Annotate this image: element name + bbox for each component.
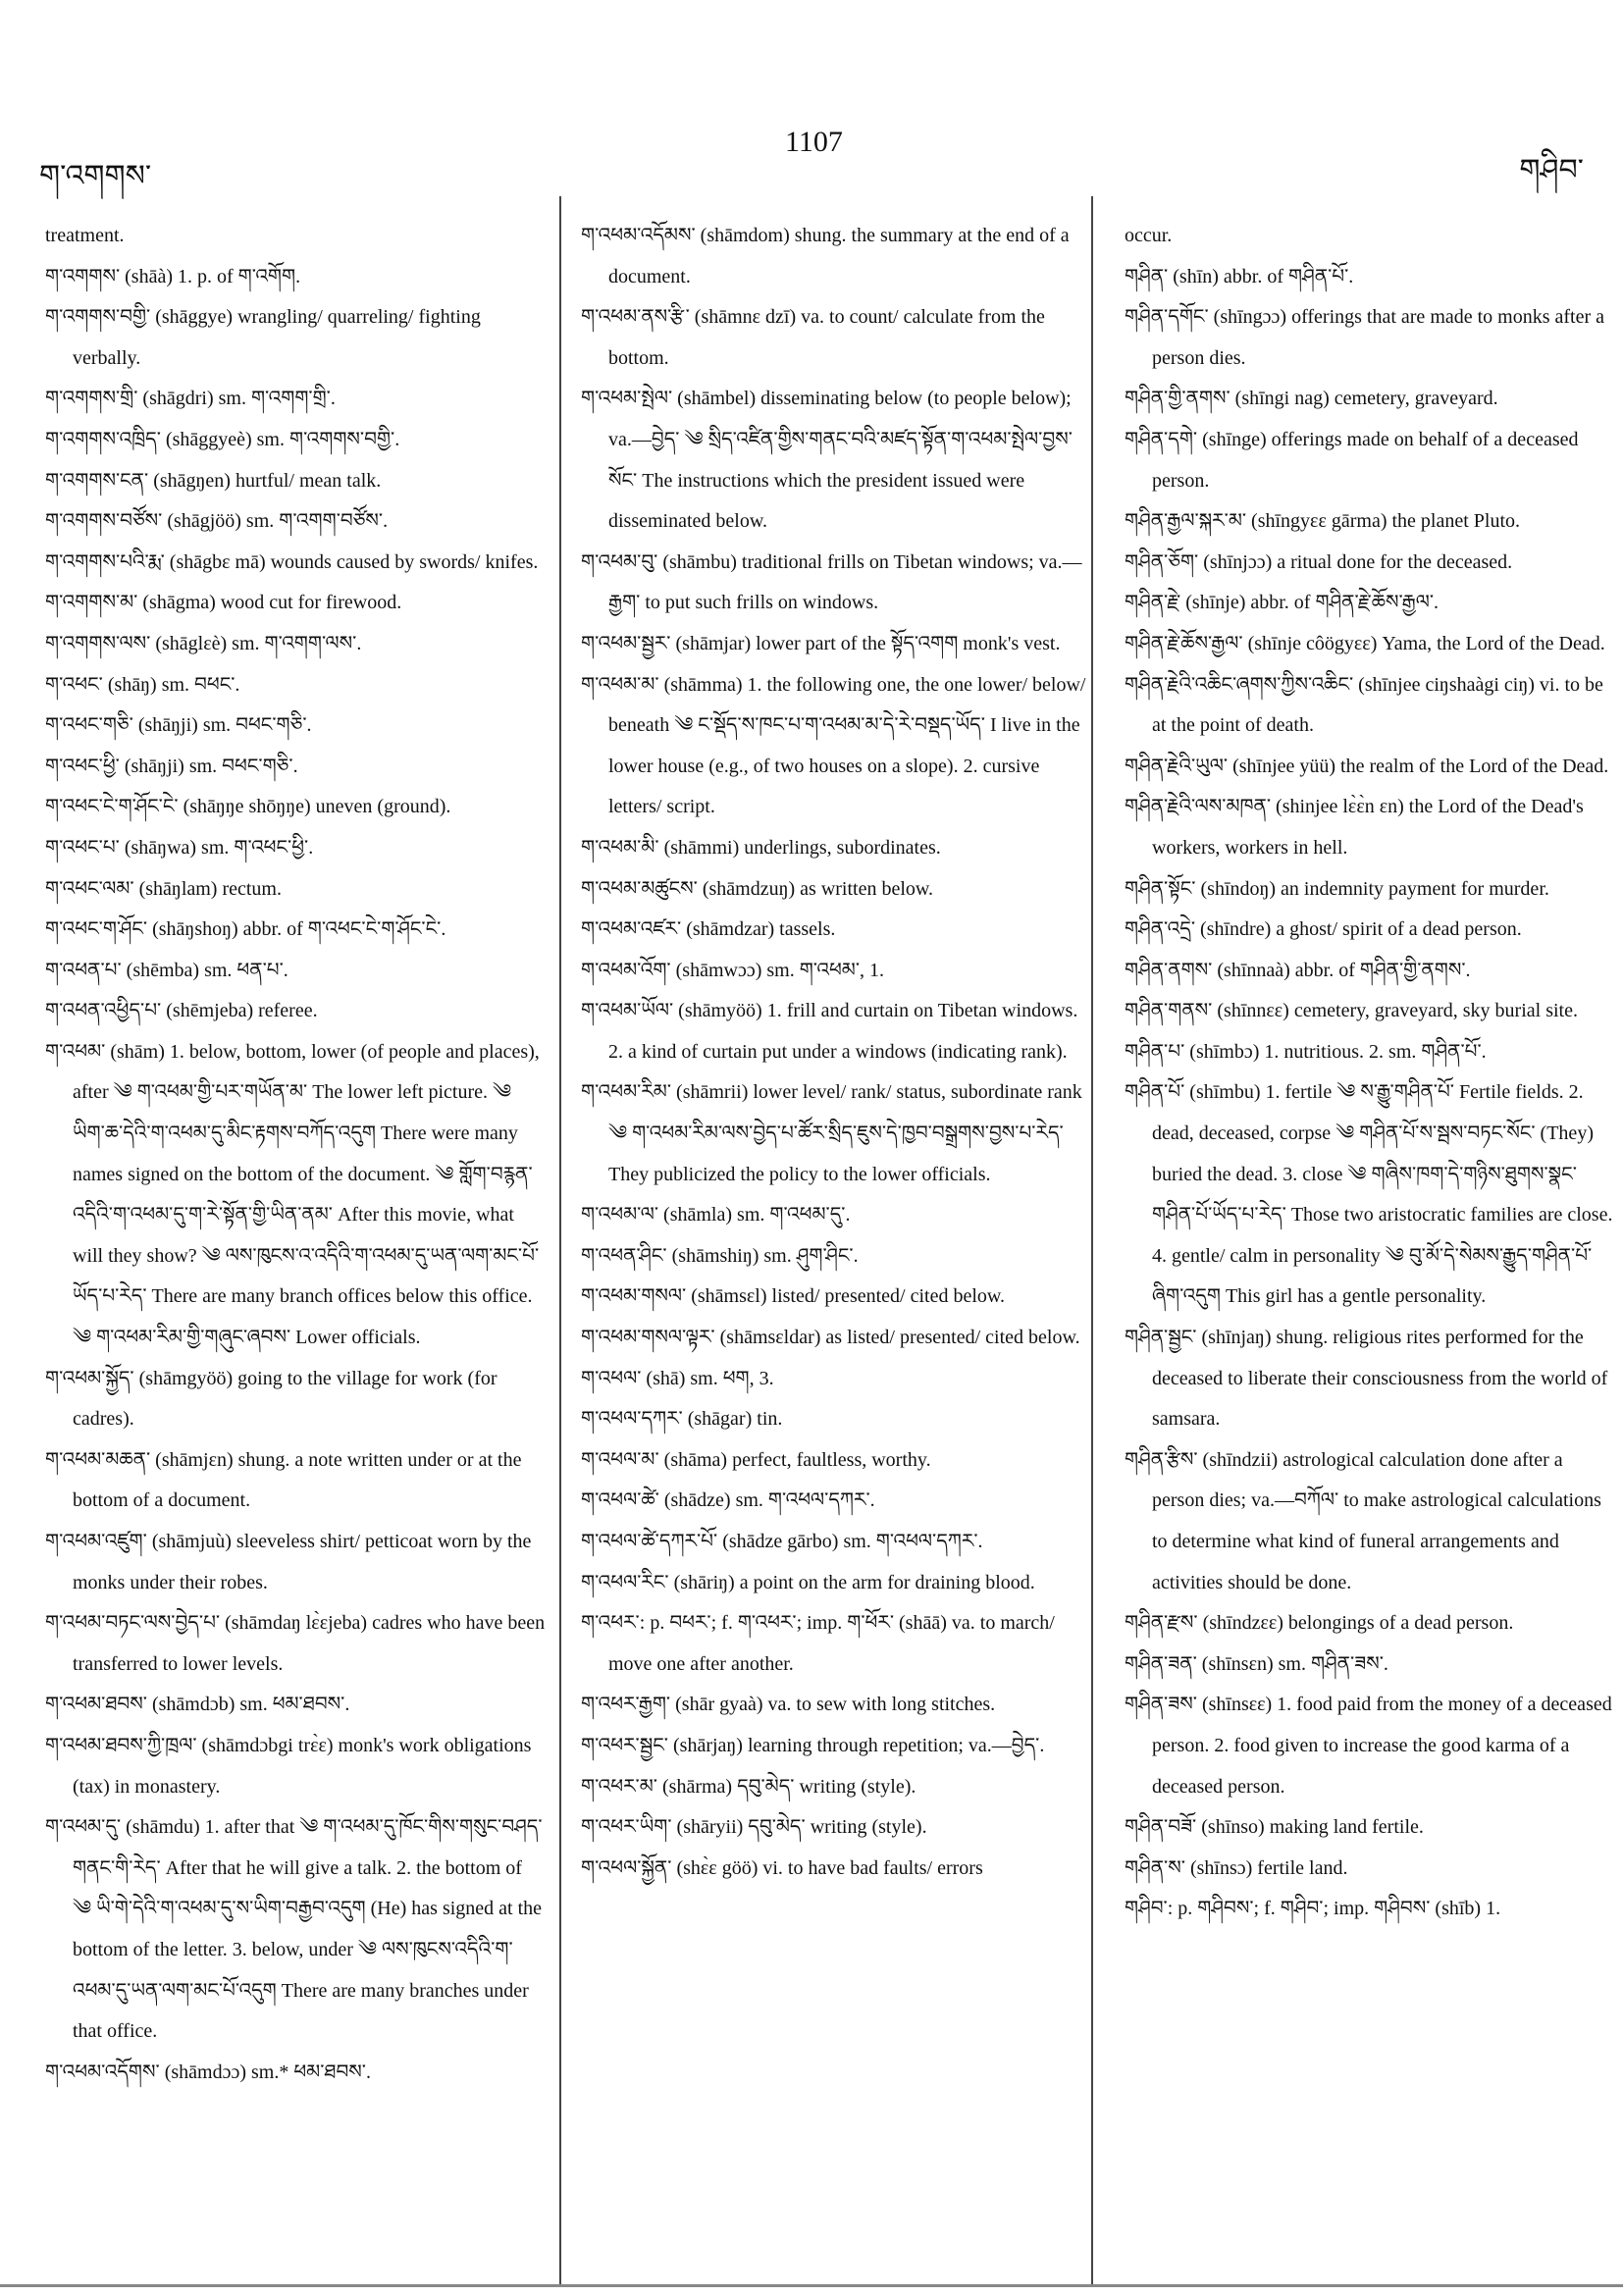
column-left — [45, 216, 546, 2276]
dictionary-entry: ག་འཕམ་མཚུངས་ (shāmdzuŋ) as written below. — [581, 877, 934, 900]
dictionary-entry: གཤིན་སྦྱང་ (shīnjaŋ) shung. religious rites performed for the deceased to liberate their consciousness from the world of samsara. — [1125, 1327, 1608, 1431]
dictionary-entry: ག་འཕར་སྦྱང་ (shārjaŋ) learning through repetition; va.—བྱེད་. — [581, 1734, 1045, 1756]
dictionary-entry: ག་འཕང་ངེ་ག་ཤོང་ངེ་ (shāŋŋe shōŋŋe) uneven (ground). — [45, 796, 451, 818]
dictionary-entry: ག་འཕན་འཕྱིད་པ་ (shēmjeba) referee. — [45, 1000, 318, 1022]
dictionary-entry: གཤིན་རྗེའི་ལས་མཁན་ (shinjee lɛ̀ɛ̀n ɛn) the Lord of the Dead's workers, workers in hell. — [1125, 796, 1584, 859]
dictionary-entry: ག་འཕམ་འདོགས་ (shāmdɔɔ) sm.* ཕམ་ཐབས་. — [45, 2061, 371, 2083]
dictionary-entry: ག་འཕམ་ཐབས་ (shāmdɔb) sm. ཕམ་ཐབས་. — [45, 1694, 350, 1716]
dictionary-entry: ག་འཕང་ཕྱི་ (shāŋji) sm. བཕང་གཅི་. — [45, 755, 298, 777]
dictionary-entry: ག་འཕམ་ལ་ (shāmla) sm. ག་འཕམ་དུ་. — [581, 1204, 851, 1226]
dictionary-entry: ག་འགགས་འཁྲིད་ (shāggyeè) sm. ག་འགགས་བགྱི་. — [45, 428, 400, 450]
running-head-right: གཤིབ་ — [1519, 154, 1584, 186]
dictionary-entry: ག་འཕར་མ་ (shārma) དབུ་མེད་ writing (style). — [581, 1775, 916, 1798]
dictionary-entry: ག་འཕལ་ཚེ་ (shādze) sm. ག་འཕལ་དཀར་. — [581, 1489, 875, 1512]
dictionary-entry: གཤིན་འདྲེ་ (shīndre) a ghost/ spirit of a dead person. — [1125, 918, 1522, 941]
dictionary-entry: ག་འཕམ་མི་ (shāmmi) underlings, subordinates. — [581, 836, 941, 859]
dictionary-entry: ག་འགགས་བཙོས་ (shāgjöö) sm. ག་འགག་བཙོས་. — [45, 510, 389, 533]
dictionary-entry: ག་འགགས་བགྱི་ (shāggye) wrangling/ quarreling/ fighting verbally. — [45, 306, 481, 369]
dictionary-entry: ག་འཕམ་བུ་ (shāmbu) traditional frills on Tibetan windows; va.—རྒྱག་ to put such frills on windows. — [581, 550, 1082, 614]
dictionary-entry: ག་འཕན་པ་ (shēmba) sm. ཕན་པ་. — [45, 959, 288, 981]
dictionary-entry: ག་འགགས་ལས་ (shāglɛè) sm. ག་འགག་ལས་. — [45, 632, 362, 654]
dictionary-entry: ག་འཕལ་སྐྱོན་ (shɛ̀ɛ göö) vi. to have bad faults/ errors — [581, 1856, 983, 1879]
running-head-left: ག་འགགས་ — [39, 160, 152, 192]
dictionary-entry: ག་འགགས་གྲི་ (shāgdri) sm. ག་འགག་གྲི་. — [45, 388, 336, 410]
dictionary-entry: ག་འཕལ་རིང་ (shāriŋ) a point on the arm for draining blood. — [581, 1571, 1035, 1593]
dictionary-entry: ག་འཕང་ག་ཤོང་ (shāŋshoŋ) abbr. of ག་འཕང་ངེ་ག་ཤོང་ངེ་. — [45, 918, 446, 941]
dictionary-entry: གཤིན་དགེ་ (shīnge) offerings made on behalf of a deceased person. — [1125, 428, 1579, 492]
dictionary-entry: ག་འཕལ་མ་ (shāma) perfect, faultless, worthy. — [581, 1448, 931, 1471]
column-right — [1125, 216, 1615, 2276]
dictionary-entry: ག་འཕམ་ཐབས་ཀྱི་ཁྲལ་ (shāmdɔbgi trɛ̀ɛ) monk's work obligations (tax) in monastery. — [45, 1734, 532, 1798]
dictionary-entry: ག་འཕལ་ཚེ་དཀར་པོ་ (shādze gārbo) sm. ག་འཕལ་དཀར་. — [581, 1531, 983, 1552]
dictionary-entry: ག་འཕར་ཡིག་ (shāryii) དབུ་མེད་ writing (style). — [581, 1816, 927, 1839]
dictionary-entry: གཤིན་པ་ (shīmbɔ) 1. nutritious. 2. sm. གཤིན་པོ་. — [1125, 1040, 1487, 1063]
top-edge — [0, 0, 1623, 10]
dictionary-entry: གཤིན་རྫས་ (shīndzɛɛ) belongings of a dead person. — [1125, 1612, 1514, 1635]
dictionary-entry: གཤིན་སྟོང་ (shīndoŋ) an indemnity payment for murder. — [1125, 877, 1549, 900]
dictionary-entry: གཤིན་ས་ (shīnsɔ) fertile land. — [1125, 1856, 1348, 1879]
dictionary-entry: གཤིན་དགོང་ (shīngɔɔ) offerings that are made to monks after a person dies. — [1125, 306, 1605, 369]
dictionary-entry: གཤིན་ཅོག་ (shīnjɔɔ) a ritual done for the deceased. — [1125, 550, 1513, 573]
dictionary-entry: གཤིན་ནགས་ (shīnnaà) abbr. of གཤིན་གྱི་ནགས་. — [1125, 959, 1471, 981]
dictionary-entry: ག་འཕང་ལམ་ (shāŋlam) rectum. — [45, 877, 282, 900]
dictionary-entry: ག་འགགས་པའི་རྨ་ (shāgbɛ mā) wounds caused by swords/ knifes. — [45, 550, 539, 573]
dictionary-entry: ག་འཕམ་མཆན་ (shāmjɛn) shung. a note written under or at the bottom of a document. — [45, 1448, 522, 1512]
dictionary-entry: གཤིན་རྗེ་ (shīnje) abbr. of གཤིན་རྗེ་ཆོས་རྒྱལ་. — [1125, 592, 1440, 614]
dictionary-entry: གཤིན་ཟན་ (shīnsɛn) sm. གཤིན་ཟས་. — [1125, 1652, 1388, 1675]
dictionary-entry: ག་འཕམ་འཛུག་ (shāmjuù) sleeveless shirt/ petticoat worn by the monks under their robes. — [45, 1531, 532, 1593]
dictionary-entry: ག་འཕལ་དཀར་ (shāgar) tin. — [581, 1408, 783, 1431]
dictionary-entry: ག་འཕམ་སྦྱར་ (shāmjar) lower part of the སྟོད་འགག monk's vest. — [581, 632, 1061, 654]
dictionary-entry: ག་འཕར་: p. བཕར་; f. ག་འཕར་; imp. ག་ཕོར་ (shāā) va. to march/ move one after another. — [581, 1612, 1055, 1675]
dictionary-entry: ག་འཕང་པ་ (shāŋwa) sm. ག་འཕང་ཕྱི་. — [45, 836, 314, 859]
page-number: 1107 — [785, 126, 843, 158]
dictionary-entry: གཤིན་རྗེ་ཆོས་རྒྱལ་ (shīnje côögyɛɛ) Yama, the Lord of the Dead. — [1125, 632, 1605, 654]
dictionary-entry: གཤིན་པོ་ (shīmbu) 1. fertile ༄ ས་རྒྱུ་གཤིན་པོ་ Fertile fields. 2. dead, deceased, corpse ༄ གཤིན་པོ་ས་སྦས་བཏང་སོང་ (They) buried the dead. 3. close ༄ གཞིས་ཁག་དེ་གཉིས་ཐུགས་སྣང་གཤིན་པོ་ཡོད་པ་རེད་ Those two aristocratic families are close. 4. gentle/ calm in personality ༄ བུ་མོ་དེ་སེམས་རྒྱུད་གཤིན་པོ་ཞིག་འདུག This girl has a gentle personality. — [1125, 1081, 1613, 1308]
dictionary-entry: གཤིན་ཟས་ (shīnsɛɛ) 1. food paid from the money of a deceased person. 2. food given to increase the good karma of a deceased person. — [1125, 1694, 1612, 1798]
dictionary-entry: ག་འཕམ་སྐྱོད་ (shāmgyöö) going to the village for work (for cadres). — [45, 1367, 497, 1431]
dictionary-entry: ག་འཕམ་འཛར་ (shāmdzar) tassels. — [581, 918, 836, 941]
bottom-edge — [0, 2284, 1623, 2287]
dictionary-entry: ག་འཕམ་ཡོལ་ (shāmyöö) 1. frill and curtain on Tibetan windows. 2. a kind of curtain put under a windows (indicating rank). — [581, 1000, 1078, 1063]
dictionary-entry: གཤིན་ (shīn) abbr. of གཤིན་པོ་. — [1125, 265, 1354, 287]
dictionary-entry: གཤིན་རྩིས་ (shīndzii) astrological calculation done after a person dies; va.—བཀོལ་ to make astrological calculations to determine what kind of funeral arrangements and activities should be done. — [1125, 1448, 1601, 1593]
dictionary-entry: treatment. — [45, 225, 125, 246]
dictionary-entry: ག་འཕམ་ (shām) 1. below, bottom, lower (of people and places), after ༄ ག་འཕམ་གྱི་པར་གཡོན་མ་ The lower left picture. ༄ ཡིག་ཆ་དེའི་ག་འཕམ་དུ་མིང་རྟགས་བཀོད་འདུག There were many names signed on the bottom of the document. ༄ གློག་བརྙན་འདིའི་ག་འཕམ་དུ་ག་རེ་སྟོན་གྱི་ཡིན་ནམ་ After this movie, what will they show? ༄ ལས་ཁུངས་འ་འདིའི་ག་འཕམ་དུ་ཡན་ལག་མང་པོ་ཡོད་པ་རེད་ There are many branch offices below this office. ༄ ག་འཕམ་རིམ་གྱི་གཞུང་ཞབས་ Lower officials. — [45, 1040, 540, 1349]
dictionary-entry: ག་འཕང་གཅི་ (shāŋji) sm. བཕང་གཅི་. — [45, 714, 312, 737]
dictionary-entry: གཤིན་གྱི་ནགས་ (shīngi nag) cemetery, graveyard. — [1125, 388, 1498, 410]
dictionary-entry: ག་འགགས་ངན་ (shāgŋen) hurtful/ mean talk. — [45, 469, 382, 492]
dictionary-entry: ག་འཕམ་གསལ་ལྟར་ (shāmsɛldar) as listed/ presented/ cited below. — [581, 1327, 1080, 1349]
column-divider — [559, 196, 561, 2286]
column-divider — [1091, 196, 1093, 2286]
dictionary-entry: ག་འཕམ་གསལ་ (shāmsɛl) listed/ presented/ cited below. — [581, 1285, 1006, 1308]
dictionary-entry: ག་འཕམ་འོག་ (shāmwɔɔ) sm. ག་འཕམ་, 1. — [581, 959, 885, 981]
dictionary-entry: ག་འཕམ་རིམ་ (shāmrii) lower level/ rank/ status, subordinate rank ༄ ག་འཕམ་རིམ་ལས་བྱེད་པ་ཚོར་སྲིད་ཇུས་དེ་ཁྱབ་བསྒྲགས་བྱས་པ་རེད་ They publicized the policy to the lower officials. — [581, 1081, 1082, 1185]
dictionary-entry: གཤིན་བཟོ་ (shīnso) making land fertile. — [1125, 1816, 1424, 1839]
dictionary-entry: ག་འགགས་མ་ (shāgma) wood cut for firewood. — [45, 592, 402, 614]
dictionary-entry: occur. — [1125, 225, 1173, 246]
dictionary-entry: ག་འཕང་ (shāŋ) sm. བཕང་. — [45, 673, 240, 696]
dictionary-entry: ག་འཕན་ཤིང་ (shāmshiŋ) sm. ཤུག་ཤིང་. — [581, 1244, 859, 1267]
dictionary-entry: ག་འགགས་ (shāà) 1. p. of ག་འགོག. — [45, 265, 301, 287]
dictionary-entry: གཤིན་རྗེའི་འཆིང་ཞགས་ཀྱིས་འཆིང་ (shīnjee ciŋshaàgi ciŋ) vi. to be at the point of death. — [1125, 673, 1603, 737]
dictionary-entry: གཤིབ་: p. གཤིབས་; f. གཤིབ་; imp. གཤིབས་ (shīb) 1. — [1125, 1898, 1501, 1920]
dictionary-entry: ག་འཕམ་འདོམས་ (shāmdom) shung. the summary at the end of a document. — [581, 225, 1070, 287]
dictionary-entry: གཤིན་རྗེའི་ཡུལ་ (shīnjee yüü) the realm of the Lord of the Dead. — [1125, 755, 1609, 777]
dictionary-entry: ག་འཕར་རྒྱག་ (shār gyaà) va. to sew with long stitches. — [581, 1694, 996, 1716]
dictionary-entry: གཤིན་རྒྱལ་སྐར་མ་ (shīngyɛɛ gārma) the planet Pluto. — [1125, 510, 1521, 533]
dictionary-entry: ག་འཕམ་མ་ (shāmma) 1. the following one, the one lower/ below/ beneath ༄ ང་སྡོད་ས་ཁང་པ་ག་འཕམ་མ་དེ་རེ་བསྡད་ཡོད་ I live in the lower house (e.g., of two houses on a slope). 2. cursive letters/ script. — [581, 673, 1086, 818]
dictionary-entry: ག་འཕམ་བཏང་ལས་བྱེད་པ་ (shāmdaŋ lɛ̀ɛjeba) cadres who have been transferred to lower levels. — [45, 1612, 546, 1675]
dictionary-entry: ག་འཕལ་ (shā) sm. ཕག, 3. — [581, 1367, 774, 1389]
dictionary-entry: ག་འཕམ་སྤེལ་ (shāmbel) disseminating below (to people below); va.—བྱེད་ ༄ སྲིད་འཛིན་གྱིས་གནང་བའི་མཛད་སྟོན་ག་འཕམ་སྤེལ་བྱས་སོང་ The instructions which the president issued were disseminated below. — [581, 388, 1073, 533]
column-middle — [581, 216, 1087, 2276]
dictionary-entry: ག་འཕམ་ནས་རྩི་ (shāmnɛ dzī) va. to count/ calculate from the bottom. — [581, 306, 1045, 369]
dictionary-entry: ག་འཕམ་དུ་ (shāmdu) 1. after that ༄ ག་འཕམ་དུ་ཁོང་གིས་གསུང་བཤད་གནང་གི་རེད་ After that he will give a talk. 2. the bottom of ༄ ཡི་གེ་དེའི་ག་འཕམ་དུ་ས་ཡིག་བརྒྱབ་འདུག (He) has signed at the bottom of the letter. 3. below, under ༄ ལས་ཁུངས་འདིའི་ག་འཕམ་དུ་ཡན་ལག་མང་པོ་འདུག There are many branches under that office. — [45, 1816, 543, 2043]
dictionary-entry: གཤིན་གནས་ (shīnnɛɛ) cemetery, graveyard, sky burial site. — [1125, 1000, 1578, 1022]
